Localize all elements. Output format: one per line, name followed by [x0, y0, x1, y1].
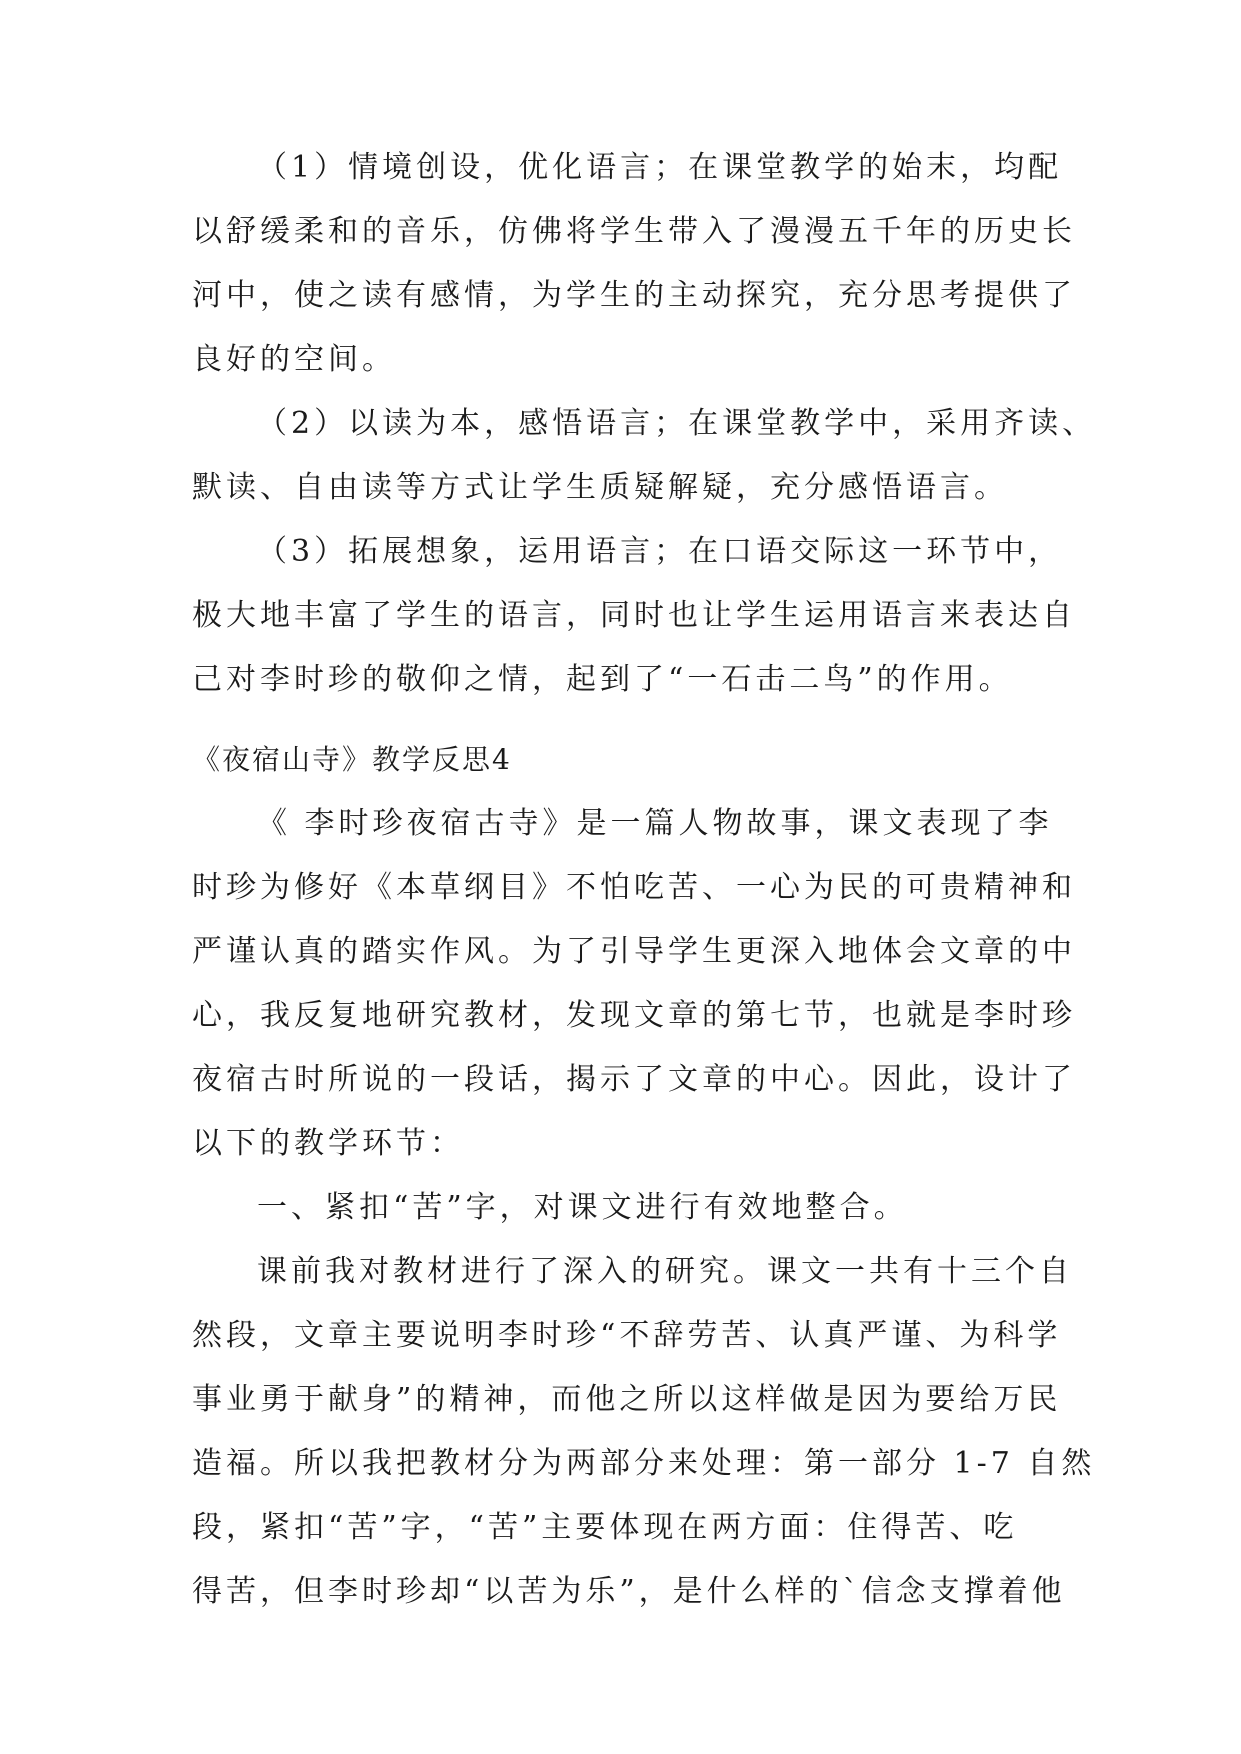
paragraph-line: 己对李时珍的敬仰之情，起到了“一石击二鸟”的作用。 — [192, 662, 1013, 697]
paragraph-line: 夜宿古时所说的一段话，揭示了文章的中心。因此，设计了 — [192, 1062, 1076, 1097]
paragraph-line: 造福。所以我把教材分为两部分来处理：第一部分 1-7 自然 — [192, 1446, 1096, 1481]
paragraph-line: 课前我对教材进行了深入的研究。课文一共有十三个自 — [257, 1254, 1073, 1289]
paragraph-line: 《 李时珍夜宿古寺》是一篇人物故事，课文表现了李 — [257, 806, 1053, 841]
paragraph-line: 段，紧扣“苦”字，“苦”主要体现在两方面：住得苦、吃 — [192, 1510, 1018, 1545]
paragraph-line: 心，我反复地研究教材，发现文章的第七节，也就是李时珍 — [192, 998, 1076, 1033]
reflection-part-3-body — [192, 136, 1097, 712]
paragraph-line: 一、紧扣“苦”字，对课文进行有效地整合。 — [257, 1190, 908, 1225]
paragraph-line: （1）情境创设，优化语言；在课堂教学的始末，均配 — [257, 150, 1063, 185]
section-heading: 《夜宿山寺》教学反思4 — [192, 743, 512, 776]
paragraph-line: 以下的教学环节： — [192, 1126, 464, 1161]
paragraph-line: 以舒缓柔和的音乐，仿佛将学生带入了漫漫五千年的历史长 — [192, 214, 1076, 249]
reflection-part-4-body — [192, 792, 1096, 1624]
paragraph-line: （3）拓展想象，运用语言；在口语交际这一环节中， — [257, 534, 1063, 569]
paragraph-line: 河中，使之读有感情，为学生的主动探究，充分思考提供了 — [192, 278, 1076, 313]
paragraph-line: 时珍为修好《本草纲目》不怕吃苦、一心为民的可贵精神和 — [192, 870, 1076, 905]
paragraph-line: 默读、自由读等方式让学生质疑解疑，充分感悟语言。 — [192, 470, 1008, 505]
paragraph-line: 得苦，但李时珍却“以苦为乐”，是什么样的`信念支撑着他 — [192, 1574, 1066, 1609]
paragraph-line: 事业勇于献身”的精神，而他之所以这样做是因为要给万民 — [192, 1382, 1062, 1417]
paragraph-line: 严谨认真的踏实作风。为了引导学生更深入地体会文章的中 — [192, 934, 1076, 969]
paragraph-line: 良好的空间。 — [192, 342, 396, 377]
paragraph-line: 极大地丰富了学生的语言，同时也让学生运用语言来表达自 — [192, 598, 1076, 633]
paragraph-line: （2）以读为本，感悟语言；在课堂教学中，采用齐读、 — [257, 406, 1097, 441]
paragraph-line: 然段，文章主要说明李时珍“不辞劳苦、认真严谨、为科学 — [192, 1318, 1062, 1353]
